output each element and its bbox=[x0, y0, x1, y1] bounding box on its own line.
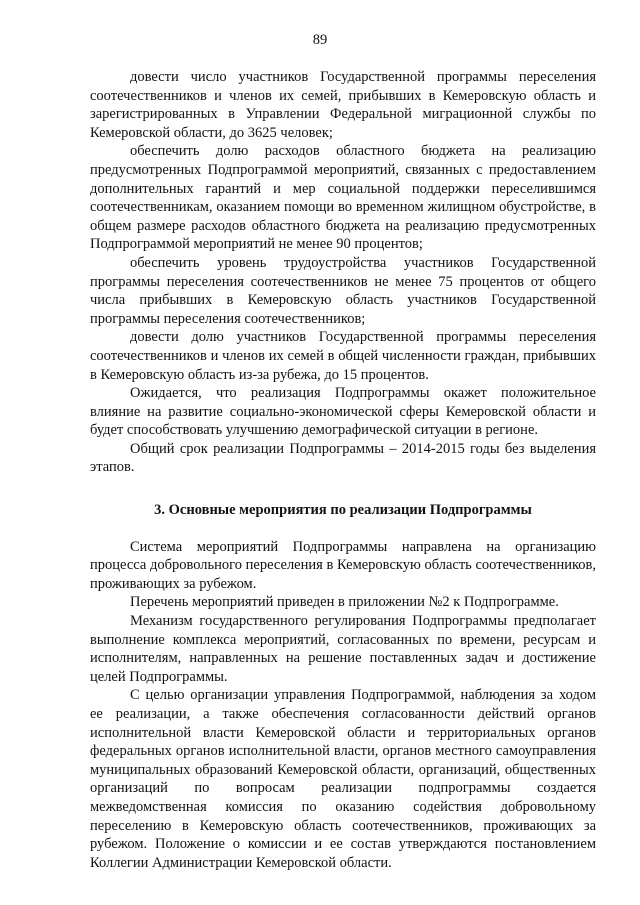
paragraph-target-participants: довести число участников Государственной программы переселения соотечественников и членов их семей, прибывших в Кемеровскую область и зарегистрированных в Управлении Федеральной миграционной службы по Кемеровской области, до 3625 человек; bbox=[90, 69, 596, 141]
paragraph-system-of-measures: Система мероприятий Подпрограммы направлена на организацию процесса добровольного переселения в Кемеровскую область соотечественников, проживающих за рубежом. bbox=[90, 538, 596, 592]
paragraph-regulation-mechanism: Механизм государственного регулирования Подпрограммы предполагает выполнение комплекса мероприятий, согласованных по времени, ресурсам и исполнителям, направленных на решение поставленных задач и достижение целей Подпрограммы. bbox=[90, 613, 596, 685]
paragraph-expected-impact: Ожидается, что реализация Подпрограммы окажет положительное влияние на развитие социально-экономической сферы Кемеровской области и будет способствовать улучшению демографической ситуации в регионе. bbox=[90, 385, 596, 439]
paragraph-list-of-measures: Перечень мероприятий приведен в приложении №2 к Подпрограмме. bbox=[130, 594, 559, 611]
document-body bbox=[90, 68, 596, 872]
paragraph-budget-share: обеспечить долю расходов областного бюджета на реализацию предусмотренных Подпрограммой мероприятий, связанных с предоставлением дополнительных гарантий и мер социальной поддержки переселившимся соотечественникам, оказанием помощи во временном жилищном обустройстве, в общем размере расходов областного бюджета на реализацию предусмотренных Подпрограммой мероприятий не менее 90 процентов; bbox=[90, 143, 596, 253]
paragraph-participants-share: довести долю участников Государственной программы переселения соотечественников и членов их семей в общей численности граждан, прибывших в Кемеровскую область из-за рубежа, до 15 процентов. bbox=[90, 329, 596, 383]
page-number: 89 bbox=[312, 32, 328, 48]
paragraph-employment-level: обеспечить уровень трудоустройства участников Государственной программы переселения соотечественников не менее 75 процентов от общего числа прибывших в Кемеровскую область участников Государственной программы переселения соотечественников; bbox=[90, 254, 596, 327]
paragraph-implementation-period: Общий срок реализации Подпрограммы – 2014-2015 годы без выделения этапов. bbox=[90, 440, 596, 476]
section-heading: 3. Основные мероприятия по реализации Подпрограммы bbox=[154, 502, 532, 519]
paragraph-management-commission: С целью организации управления Подпрограммой, наблюдения за ходом ее реализации, а также обеспечения согласованности действий органов исполнительной власти Кемеровской области и территориальных органов федеральных органов исполнительной власти, органов местного самоуправления муниципальных образований Кемеровской области, организаций, общественных организаций по вопросам реализации подпрограммы создается межведомственная комиссия по оказанию содействия добровольному переселению в Кемеровскую область соотечественников, проживающих за рубежом. Положение о комиссии и ее состав утверждаются постановлением Коллегии Администрации Кемеровской области. bbox=[90, 687, 596, 871]
